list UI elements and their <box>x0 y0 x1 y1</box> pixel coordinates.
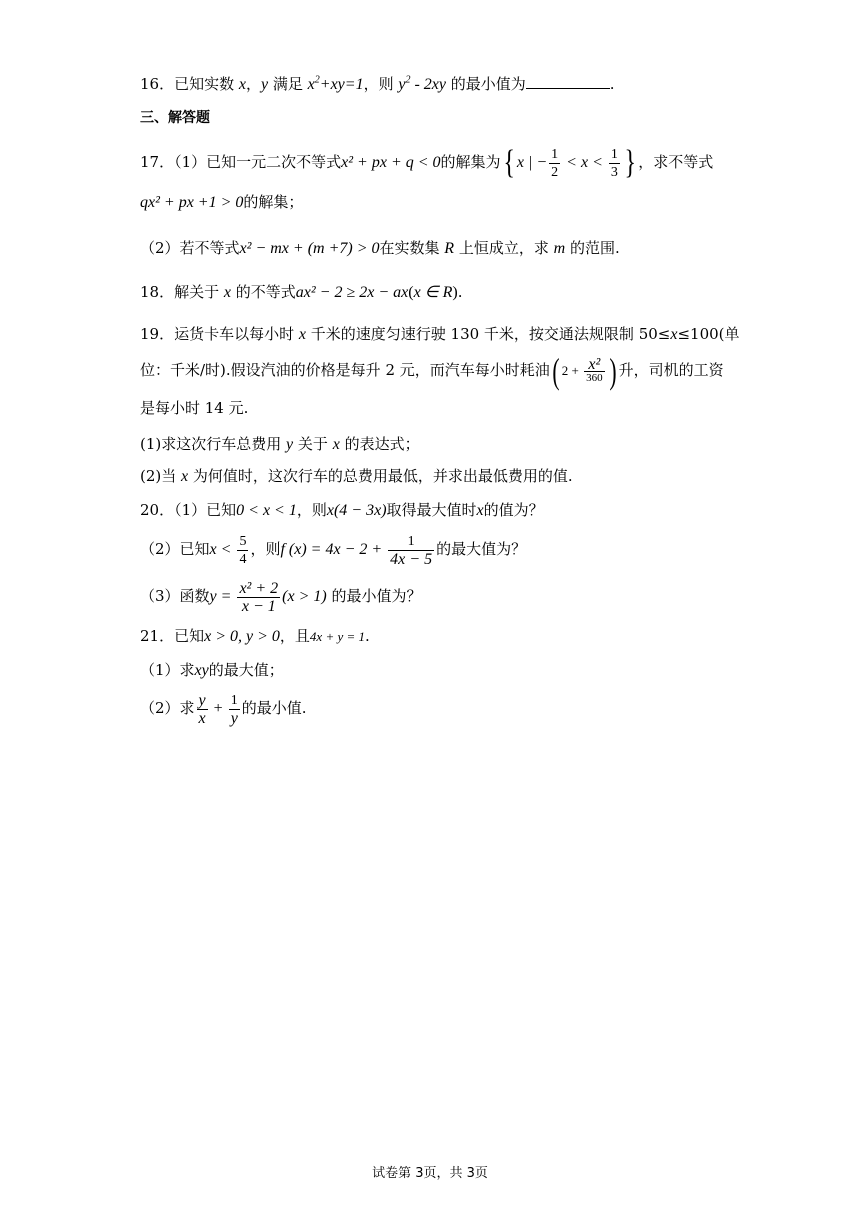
question-text: （1）求 <box>140 661 195 679</box>
question-text: （2）若不等式 <box>140 239 240 257</box>
question-text: 为何值时，这次行车的总费用最低，并求出最低费用的值. <box>188 467 573 485</box>
question-20-part3 <box>140 574 422 618</box>
domain-cond: x ∈ R <box>413 284 453 301</box>
question-text: 的最大值为？ <box>436 540 527 558</box>
question-text: 的最小值为？ <box>326 587 422 605</box>
math-var: x <box>476 502 484 519</box>
math-var: y <box>286 436 294 453</box>
math-var: x <box>298 326 306 343</box>
question-number: 18． <box>140 283 175 301</box>
math-var: x <box>670 326 678 343</box>
question-text: 的最小值. <box>241 699 307 717</box>
set-expr: x | − <box>516 154 548 171</box>
left-brace: { <box>502 144 515 181</box>
condition-expr: $x^2+xy=1$ <box>307 74 364 93</box>
question-19 <box>140 322 740 347</box>
question-17-part1 <box>140 140 713 184</box>
question-text: 关于 <box>293 435 333 453</box>
punct: . <box>457 283 463 301</box>
fraction-function: $\frac{1}{4x - 5}$ <box>390 533 433 568</box>
function-expr: y = <box>209 588 236 605</box>
question-text: 的值为？ <box>483 501 544 519</box>
question-text: 的解集为 <box>440 153 501 171</box>
question-text: 已知实数 <box>174 75 235 93</box>
question-text: 满足 <box>268 75 308 93</box>
inequality: x² + px + q < 0 <box>341 154 441 171</box>
set-expr: < x < <box>562 154 607 171</box>
question-text: 的不等式 <box>230 283 296 301</box>
question-text: 的范围. <box>565 239 620 257</box>
fuel-const: 2 + <box>561 363 583 378</box>
question-21 <box>140 624 370 649</box>
fraction-function: $\frac{\text{x² + 2}}{x - 1}$ <box>239 579 279 615</box>
expression: x(4 − 3x) <box>326 502 387 519</box>
question-text: 在实数集 <box>379 239 445 257</box>
right-paren: ) <box>609 351 617 391</box>
question-number: 19． <box>140 325 175 343</box>
question-text: 运货卡车以每小时 <box>174 325 299 343</box>
question-text: 解关于 <box>174 283 224 301</box>
question-20-part2 <box>140 528 526 570</box>
question-text: （1）已知一元二次不等式 <box>174 153 342 171</box>
math-var: x <box>332 436 340 453</box>
question-text: 的解集； <box>243 193 304 211</box>
paren: ( <box>408 284 414 301</box>
right-brace: } <box>624 144 636 181</box>
question-text: ，求不等式 <box>638 153 714 171</box>
math-var: x <box>238 76 246 93</box>
condition-expr: 4x + y = 1 <box>309 629 366 644</box>
question-21-part1 <box>140 658 284 683</box>
math-var: x <box>223 284 231 301</box>
function-expr: f (x) = 4x − 2 + <box>280 541 387 558</box>
question-text: 千米的速度匀速行驶 130 千米，按交通法规限制 50≤ <box>305 325 671 343</box>
question-text: （2）求 <box>140 699 195 717</box>
question-number: 17． <box>140 153 175 171</box>
math-var: xy <box>194 662 209 679</box>
inequality: x² − mx + (m +7) > 0 <box>239 240 380 257</box>
condition-expr: x > 0, y > 0 <box>204 628 280 645</box>
question-text: (2)当 <box>140 467 182 485</box>
fraction-five-fourths: $\frac{5}{4}$ <box>239 533 247 567</box>
question-number: 20． <box>140 501 175 519</box>
target-expr: $y^2 - 2xy$ <box>398 74 446 93</box>
question-text: 上恒成立，求 <box>454 239 554 257</box>
question-text: （2）已知 <box>140 540 210 558</box>
question-16 <box>140 72 615 97</box>
fraction-half: $\frac{1}{2}$ <box>551 146 559 180</box>
math-var: R <box>444 240 455 257</box>
fraction-y-over-x: $\frac{y}{x}$ <box>198 691 206 727</box>
question-text: 升，司机的工资 <box>618 361 724 379</box>
question-text: (1)求这次行车总费用 <box>140 435 287 453</box>
inequality: qx² + px +1 > 0 <box>140 194 244 211</box>
question-text: 位：千米/时).假设汽油的价格是每升 2 元，而汽车每小时耗油 <box>140 361 550 379</box>
page-footer: 试卷第 3页，共 3页 <box>372 1166 488 1181</box>
question-text: 的表达式； <box>339 435 420 453</box>
question-21-part2 <box>140 686 307 730</box>
punct: . <box>365 627 370 645</box>
inequality: ax² − 2 ≥ 2x − ax <box>295 284 409 301</box>
question-number: 21． <box>140 627 175 645</box>
question-text: ，则 <box>250 540 281 558</box>
question-text: 已知 <box>174 627 205 645</box>
math-var: m <box>553 240 566 257</box>
question-text: ，则 <box>363 75 399 93</box>
inequality: 0 < x < 1 <box>236 502 297 519</box>
fraction-one-over-y: $\frac{1}{y}$ <box>230 692 238 727</box>
question-text: （3）函数 <box>140 587 210 605</box>
question-text: 的最大值； <box>208 661 284 679</box>
question-19-line3: 是每小时 14 元. <box>140 399 249 417</box>
math-var: y <box>261 76 269 93</box>
question-text: ，且 <box>279 627 310 645</box>
question-text: 取得最大值时 <box>386 501 477 519</box>
question-17-part2 <box>140 236 620 261</box>
question-18 <box>140 280 463 305</box>
plus-sign: + <box>209 700 227 717</box>
punct: ， <box>246 75 262 93</box>
question-20-part1 <box>140 498 544 523</box>
question-text: ≤100(单 <box>677 325 740 343</box>
fraction-third: $\frac{1}{3}$ <box>610 146 618 180</box>
question-17-part1-cont <box>140 190 303 215</box>
fuel-fraction: $\frac{\text{x²}}{360}$ <box>586 355 603 384</box>
question-text: ，则 <box>296 501 327 519</box>
question-text: （1）已知 <box>174 501 237 519</box>
left-paren: ( <box>552 351 560 391</box>
paren: ) <box>452 284 458 301</box>
question-19-sub1 <box>140 432 420 457</box>
domain-cond: (x > 1) <box>282 588 327 605</box>
question-number: 16． <box>140 75 175 93</box>
question-19-line2 <box>140 350 724 390</box>
answer-blank[interactable] <box>526 72 610 89</box>
punct: . <box>609 75 615 93</box>
math-var: x <box>181 468 189 485</box>
inequality: x < <box>209 541 236 558</box>
question-text: 的最小值为 <box>446 75 526 93</box>
question-19-sub2 <box>140 464 573 489</box>
section-heading: 三、解答题 <box>140 110 210 126</box>
